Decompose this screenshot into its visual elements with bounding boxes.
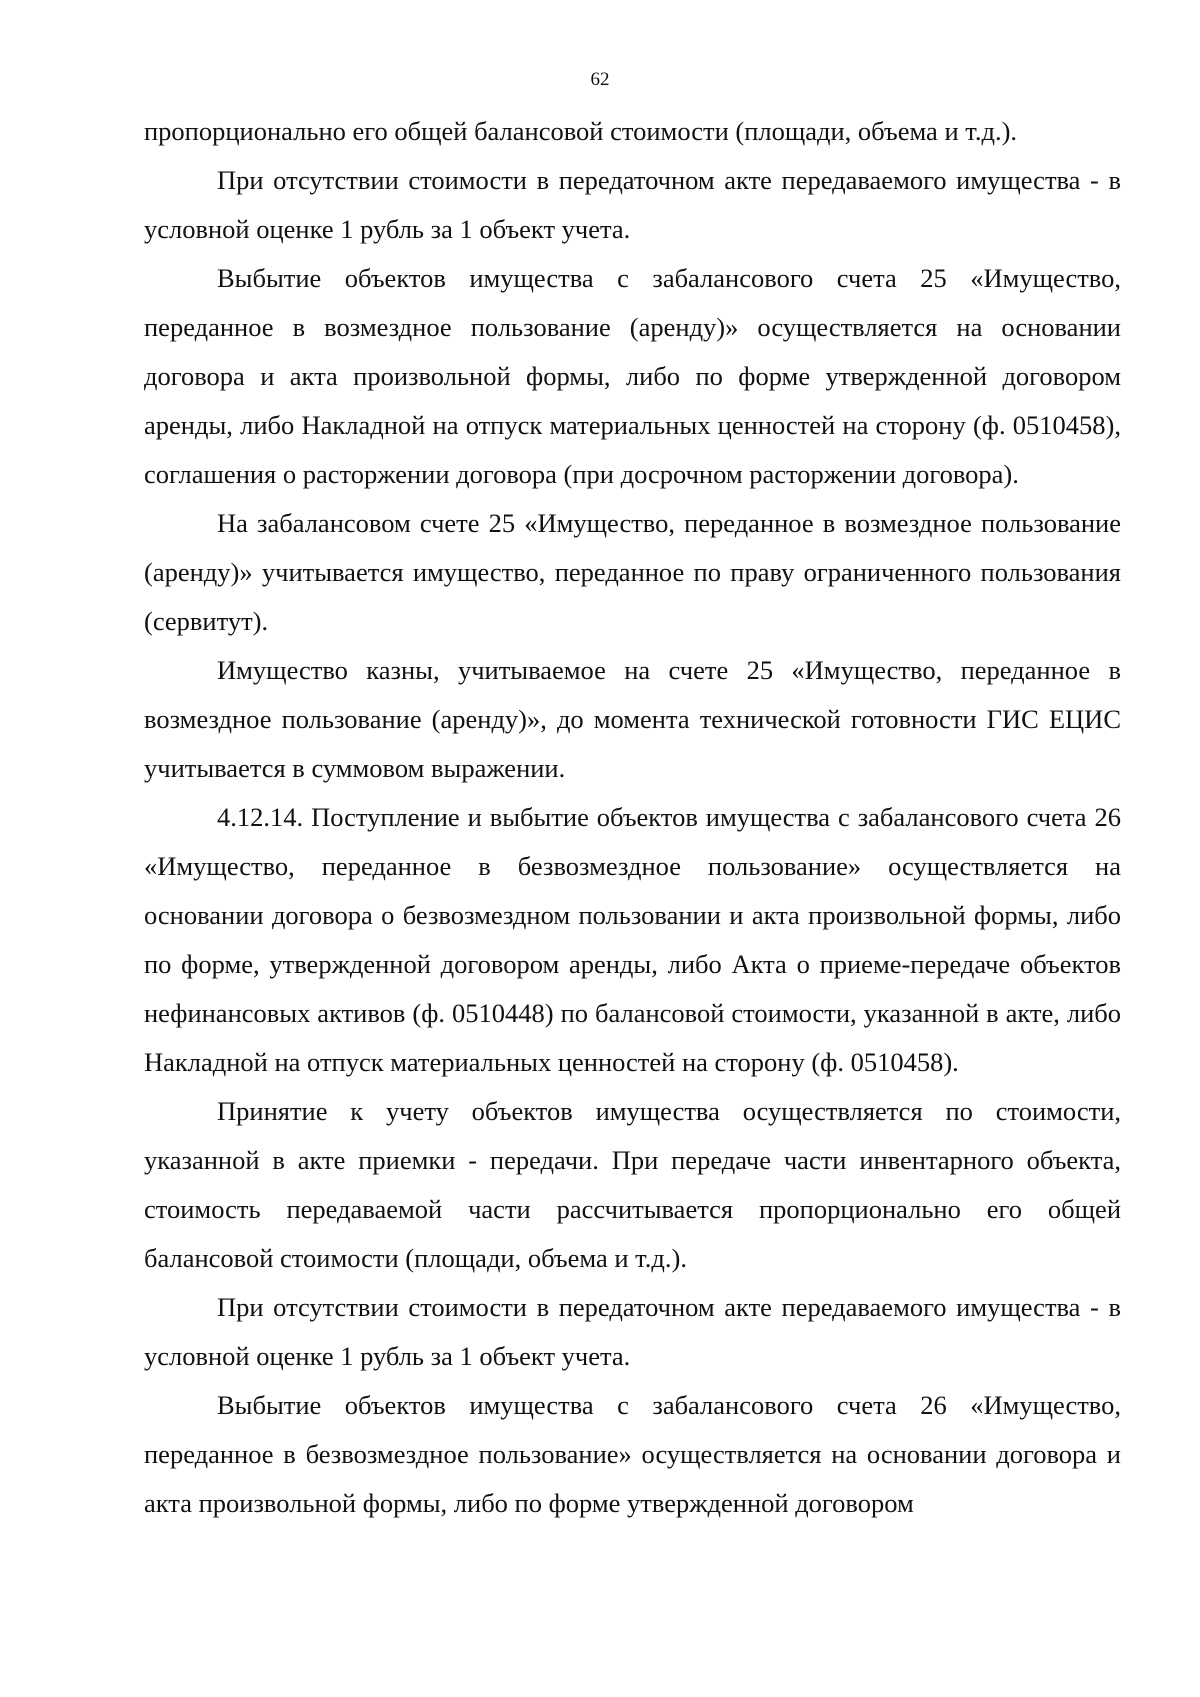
paragraph: При отсутствии стоимости в передаточном акте передаваемого имущества - в условной оценке 1 рубль за 1 объект учета. [144, 1292, 1121, 1371]
paragraph: Выбытие объектов имущества с забалансового счета 25 «Имущество, переданное в возмездное пользование (аренду)» осуществляется на основании договора и акта произвольной формы, либо по форме утвержденной договором аренды, либо Накладной на отпуск материальных ценностей на сторону (ф. 0510458), соглашения о расторжении договора (при досрочном расторжении договора). [144, 263, 1121, 489]
paragraph: пропорционально его общей балансовой стоимости (площади, объема и т.д.). [144, 116, 1018, 146]
paragraph: Принятие к учету объектов имущества осуществляется по стоимости, указанной в акте приемки - передачи. При передаче части инвентарного объекта, стоимость передаваемой части рассчитывается пропорционально его общей балансовой стоимости (площади, объема и т.д.). [144, 1096, 1121, 1273]
paragraph: На забалансовом счете 25 «Имущество, переданное в возмездное пользование (аренду)» учитывается имущество, переданное по праву ограниченного пользования (сервитут). [144, 508, 1121, 636]
paragraph: При отсутствии стоимости в передаточном акте передаваемого имущества - в условной оценке 1 рубль за 1 объект учета. [144, 165, 1121, 244]
body-text [144, 107, 1121, 1528]
page-number: 62 [590, 69, 610, 90]
paragraph: 4.12.14. Поступление и выбытие объектов имущества с забалансового счета 26 «Имущество, переданное в безвозмездное пользование» осуществляется на основании договора о безвозмездном пользовании и акта произвольной формы, либо по форме, утвержденной договором аренды, либо Акта о приеме-передаче объектов нефинансовых активов (ф. 0510448) по балансовой стоимости, указанной в акте, либо Накладной на отпуск материальных ценностей на сторону (ф. 0510458). [144, 802, 1121, 1077]
paragraph: Выбытие объектов имущества с забалансового счета 26 «Имущество, переданное в безвозмездное пользование» осуществляется на основании договора и акта произвольной формы, либо по форме утвержденной договором [144, 1390, 1121, 1518]
paragraph: Имущество казны, учитываемое на счете 25 «Имущество, переданное в возмездное пользование (аренду)», до момента технической готовности ГИС ЕЦИС учитывается в суммовом выражении. [144, 655, 1121, 783]
